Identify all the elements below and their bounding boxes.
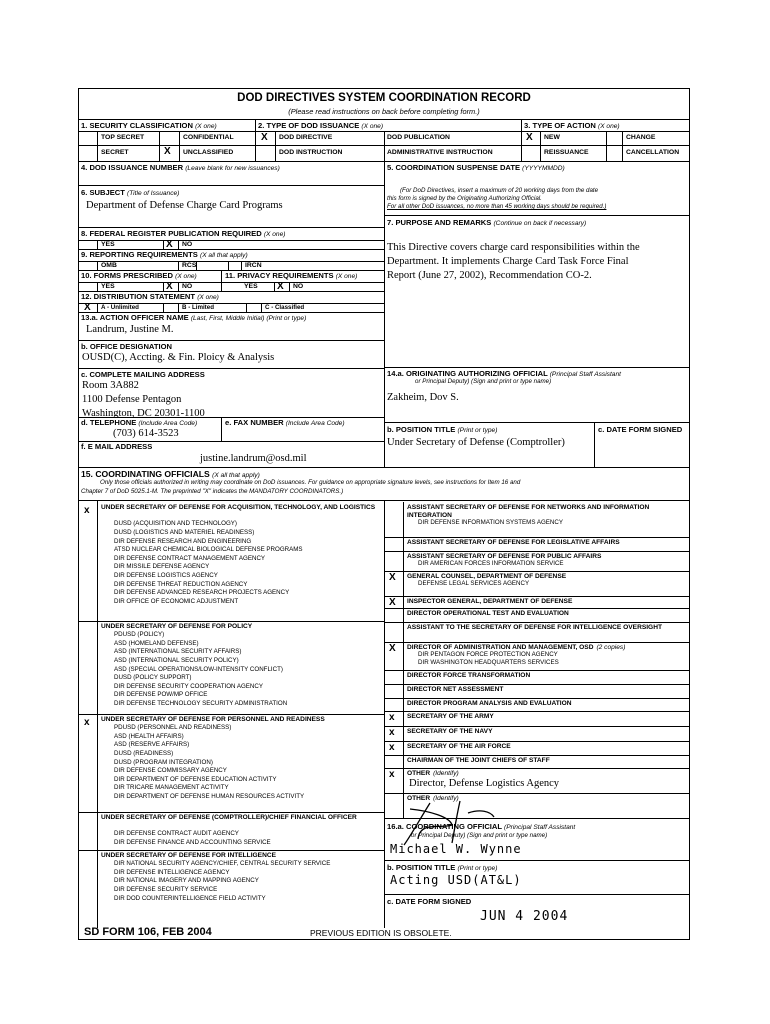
right-item-15-mark[interactable]: x xyxy=(389,769,395,780)
right-item-head-text: DIRECTOR NET ASSESSMENT xyxy=(407,686,504,693)
s16a-hint: or Principal Deputy) (Sign and print or type name) xyxy=(411,832,548,839)
left-group-0-mark[interactable]: x xyxy=(84,505,90,516)
left-group-2-item: ASD (RESERVE AFFAIRS) xyxy=(114,741,190,749)
right-item-7-sub: DIR PENTAGON FORCE PROTECTION AGENCY xyxy=(418,651,558,658)
obsolete-note: PREVIOUS EDITION IS OBSOLETE. xyxy=(310,928,452,938)
left-group-3-head: UNDER SECRETARY OF DEFENSE (COMPTROLLER)/CHIEF FINANCIAL OFFICER xyxy=(101,814,357,821)
address-line1[interactable]: Room 3A882 xyxy=(82,380,139,391)
right-item-head-text: ASSISTANT SECRETARY OF DEFENSE FOR LEGISLATIVE AFFAIRS xyxy=(407,539,620,546)
coordinating-position-title[interactable]: Acting USD(AT&L) xyxy=(390,873,522,887)
left-group-1-item: DIR DEFENSE TECHNOLOGY SECURITY ADMINISTRATION xyxy=(114,700,288,707)
right-item-8-head xyxy=(407,672,687,680)
telephone-value[interactable]: (703) 614-3523 xyxy=(113,428,179,439)
s13c-label: c. COMPLETE MAILING ADDRESS xyxy=(81,370,205,379)
left-group-1-head: UNDER SECRETARY OF DEFENSE FOR POLICY xyxy=(101,623,253,630)
s11-no[interactable]: NO xyxy=(293,283,304,290)
opt-cancellation[interactable]: CANCELLATION xyxy=(626,149,680,156)
s5-label: 5. COORDINATION SUSPENSE DATE (YYYYMMDD) xyxy=(387,163,565,172)
right-item-1-head xyxy=(407,539,687,547)
originating-position-title[interactable]: Under Secretary of Defense (Comptroller) xyxy=(387,437,565,448)
s10-no-mark[interactable]: X xyxy=(166,281,173,292)
left-group-4-item: DIR NATIONAL SECURITY AGENCY/CHIEF, CENTRAL SECURITY SERVICE xyxy=(114,860,331,868)
left-group-3-item: DIR DEFENSE CONTRACT AUDIT AGENCY xyxy=(114,830,239,838)
action-officer-name[interactable]: Landrum, Justine M. xyxy=(86,324,174,335)
left-group-4-head: UNDER SECRETARY OF DEFENSE FOR INTELLIGENCE xyxy=(101,852,276,859)
right-item-12-head xyxy=(407,728,687,736)
s7-label: 7. PURPOSE AND REMARKS (Continue on back if necessary) xyxy=(387,218,587,227)
left-group-4-item: DIR DOD COUNTERINTELLIGENCE FIELD ACTIVITY xyxy=(114,894,266,902)
left-group-0-item: DIR DEFENSE ADVANCED RESEARCH PROJECTS AGENCY xyxy=(114,589,290,597)
right-item-head-text: ASSISTANT TO THE SECRETARY OF DEFENSE FOR INTELLIGENCE OVERSIGHT xyxy=(407,624,662,631)
opt-dod-instruction[interactable]: DOD INSTRUCTION xyxy=(279,149,343,156)
s13f-label: f. E MAIL ADDRESS xyxy=(81,442,153,451)
office-designation[interactable]: OUSD(C), Accting. & Fin. Ploicy & Analysis xyxy=(82,352,275,363)
right-item-10-head xyxy=(407,700,687,708)
subject-value[interactable]: Department of Defense Charge Card Programs xyxy=(86,200,283,211)
left-group-2-mark[interactable]: x xyxy=(84,717,90,728)
left-group-2-item: DIR TRICARE MANAGEMENT ACTIVITY xyxy=(114,784,229,792)
right-item-5-head xyxy=(407,610,687,618)
left-group-0-item: DIR DEFENSE LOGISTICS AGENCY xyxy=(114,572,218,579)
s13d-label: d. TELEPHONE (Include Area Code) xyxy=(81,418,198,427)
left-group-2-head: UNDER SECRETARY OF DEFENSE FOR PERSONNEL AND READINESS xyxy=(101,716,325,723)
purpose-line3[interactable]: Report (June 27, 2002), Recommendation CO-2. xyxy=(387,270,592,281)
left-group-1-item: PDUSD (POLICY) xyxy=(114,631,165,639)
left-group-2-item: DIR DEPARTMENT OF DEFENSE EDUCATION ACTIVITY xyxy=(114,775,277,783)
right-item-head-text: GENERAL COUNSEL, DEPARTMENT OF DEFENSE xyxy=(407,573,567,580)
s9-rcs[interactable]: RCS xyxy=(182,262,197,269)
left-group-1-item: ASD (INTERNATIONAL SECURITY POLICY) xyxy=(114,657,239,664)
purpose-line1[interactable]: This Directive covers charge card responsibilities within the xyxy=(387,242,640,253)
s14a-label: 14.a. ORIGINATING AUTHORIZING OFFICIAL (Principal Staff Assistant xyxy=(387,369,621,378)
purpose-line2[interactable]: Department. It implements Charge Card Task Force Final xyxy=(387,256,629,267)
left-group-0-head: UNDER SECRETARY OF DEFENSE FOR ACQUISITION, TECHNOLOGY, AND LOGISTICS xyxy=(101,504,376,511)
right-item-2-sub: DIR AMERICAN FORCES INFORMATION SERVICE xyxy=(418,560,564,567)
s9-label: 9. REPORTING REQUIREMENTS (X all that apply) xyxy=(81,250,248,259)
opt-confidential[interactable]: CONFIDENTIAL xyxy=(183,134,234,141)
form-number: SD FORM 106, FEB 2004 xyxy=(84,926,212,938)
left-group-1-item: ASD (HOMELAND DEFENSE) xyxy=(114,639,199,647)
right-item-head-text: DIRECTOR PROGRAM ANALYSIS AND EVALUATION xyxy=(407,700,572,707)
s15-note1: Only those officials authorized in writing may coordinate on DoD issuances. For guidance on appropriate signature levels, see instructions for Item 16 and xyxy=(100,479,521,486)
s14b-label: b. POSITION TITLE (Print or type) xyxy=(387,425,498,434)
right-item-15-head xyxy=(407,770,687,778)
opt-dod-publication[interactable]: DOD PUBLICATION xyxy=(387,134,450,141)
left-group-4-item: DIR NATIONAL IMAGERY AND MAPPING AGENCY xyxy=(114,877,259,885)
s8-yes[interactable]: YES xyxy=(101,241,115,248)
s6-label: 6. SUBJECT (Title of Issuance) xyxy=(81,188,180,197)
left-group-2-item: DIR DEPARTMENT OF DEFENSE HUMAN RESOURCES ACTIVITY xyxy=(114,793,305,800)
right-item-6-head xyxy=(407,624,687,632)
right-item-0-sub: DIR DEFENSE INFORMATION SYSTEMS AGENCY xyxy=(418,519,563,526)
right-item-4-head xyxy=(407,598,687,606)
originating-official-name[interactable]: Zakheim, Dov S. xyxy=(387,392,459,403)
left-group-2-item: DIR DEFENSE COMMISSARY AGENCY xyxy=(114,767,227,775)
form-title: DOD DIRECTIVES SYSTEM COORDINATION RECORD xyxy=(237,92,531,104)
left-group-3-item: DIR DEFENSE FINANCE AND ACCOUNTING SERVICE xyxy=(114,839,271,846)
right-item-head-text: SECRETARY OF THE NAVY xyxy=(407,728,493,735)
right-item-hint: (2 copies) xyxy=(596,644,626,651)
left-group-0-item: DIR MISSILE DEFENSE AGENCY xyxy=(114,563,210,571)
s16a-label: 16.a. COORDINATING OFFICIAL (Principal Staff Assistant xyxy=(387,822,576,831)
s13b-label: b. OFFICE DESIGNATION xyxy=(81,342,172,351)
right-item-head-text: ASSISTANT SECRETARY OF DEFENSE FOR PUBLIC AFFAIRS xyxy=(407,553,602,560)
opt-dod-directive[interactable]: DOD DIRECTIVE xyxy=(279,134,333,141)
right-item-head-text: OTHER xyxy=(407,795,431,802)
s8-no-mark[interactable]: X xyxy=(166,239,173,250)
email-value[interactable]: justine.landrum@osd.mil xyxy=(200,453,307,464)
s13a-label: 13.a. ACTION OFFICER NAME (Last, First, Middle Initial) (Print or type) xyxy=(81,313,307,322)
right-item-head-text: DIRECTOR OF ADMINISTRATION AND MANAGEMENT, OSD xyxy=(407,644,594,651)
right-item-head-text: CHAIRMAN OF THE JOINT CHIEFS OF STAFF xyxy=(407,757,550,764)
left-group-1-item: DIR DEFENSE POW/MP OFFICE xyxy=(114,691,208,699)
left-group-2-item: ASD (HEALTH AFFAIRS) xyxy=(114,732,184,740)
s12-label: 12. DISTRIBUTION STATEMENT (X one) xyxy=(81,292,219,301)
right-item-head-text: SECRETARY OF THE AIR FORCE xyxy=(407,743,511,750)
s14c-label: c. DATE FORM SIGNED xyxy=(598,425,683,434)
address-line3[interactable]: Washington, DC 20301-1100 xyxy=(82,409,205,418)
left-group-2-item: DUSD (PROGRAM INTEGRATION) xyxy=(114,758,213,766)
right-item-head-text: DIRECTOR FORCE TRANSFORMATION xyxy=(407,672,531,679)
s8-no[interactable]: NO xyxy=(182,241,193,248)
s16c-label: c. DATE FORM SIGNED xyxy=(387,897,472,906)
s16b-label: b. POSITION TITLE (Print or type) xyxy=(387,863,498,872)
s2-label: 2. TYPE OF DOD ISSUANCE (X one) xyxy=(258,121,384,130)
right-item-12-mark[interactable]: x xyxy=(389,727,395,738)
s5-note1: (For DoD Directives, insert a maximum of 20 working days from the date xyxy=(400,187,599,194)
right-item-3-sub: DEFENSE LEGAL SERVICES AGENCY xyxy=(418,580,530,587)
coordination-record-form xyxy=(78,88,690,940)
left-group-1-item: DIR DEFENSE SECURITY COOPERATION AGENCY xyxy=(114,682,263,690)
s12-a-mark[interactable]: X xyxy=(84,302,91,313)
other-identify-value[interactable]: Director, Defense Logistics Agency xyxy=(409,778,560,789)
right-item-3-mark[interactable]: X xyxy=(389,572,396,583)
coordinating-official-name[interactable]: Michael W. Wynne xyxy=(390,842,522,856)
s10-no[interactable]: NO xyxy=(182,283,193,290)
s11-yes[interactable]: YES xyxy=(244,283,258,290)
date-signed[interactable]: JUN 4 2004 xyxy=(480,909,569,924)
right-item-13-head xyxy=(407,743,687,751)
right-item-hint: (Identify) xyxy=(433,770,459,777)
s4-label: 4. DOD ISSUANCE NUMBER (Leave blank for new issuances) xyxy=(81,163,280,172)
right-item-head-text: INSPECTOR GENERAL, DEPARTMENT OF DEFENSE xyxy=(407,598,573,605)
s13e-label: e. FAX NUMBER (Include Area Code) xyxy=(225,418,345,427)
opt-reissuance[interactable]: REISSUANCE xyxy=(544,149,589,156)
s10-yes[interactable]: YES xyxy=(101,283,115,290)
right-item-14-head xyxy=(407,757,687,765)
s12-a[interactable]: A - Unlimited xyxy=(101,304,139,311)
left-group-2-item: PDUSD (PERSONNEL AND READINESS) xyxy=(114,724,232,732)
s5-note3: For all other DoD issuances, no more than 45 working days should be required.) xyxy=(387,203,607,210)
left-group-2-item: DUSD (READINESS) xyxy=(114,750,174,757)
right-item-4-mark[interactable]: X xyxy=(389,597,396,608)
left-group-4-item: DIR DEFENSE INTELLIGENCE AGENCY xyxy=(114,868,230,876)
opt-change[interactable]: CHANGE xyxy=(626,134,656,141)
s9-ircn[interactable]: IRCN xyxy=(245,262,262,269)
s5-note2: this form is signed by the Originating Authorizing Official. xyxy=(387,195,542,202)
right-item-head-text: DIRECTOR OPERATIONAL TEST AND EVALUATION xyxy=(407,610,569,617)
right-item-7-sub2: DIR WASHINGTON HEADQUARTERS SERVICES xyxy=(418,659,559,666)
right-item-head-text: OTHER xyxy=(407,770,431,777)
right-item-13-mark[interactable]: x xyxy=(389,742,395,753)
form-instructions: (Please read instructions on back before completing form.) xyxy=(288,107,480,116)
unclassified-mark[interactable]: X xyxy=(164,146,171,157)
s15-note2: Chapter 7 of DoD 5025.1-M. The preprinted "X" indicates the MANDATORY COORDINATORS.) xyxy=(81,488,344,495)
left-group-1-item: ASD (SPECIAL OPERATIONS/LOW-INTENSITY CONFLICT) xyxy=(114,665,283,673)
right-item-11-head xyxy=(407,713,687,721)
right-item-0-head xyxy=(407,504,687,520)
s10-label: 10. FORMS PRESCRIBED (X one) xyxy=(81,271,197,280)
left-group-0-item: DIR OFFICE OF ECONOMIC ADJUSTMENT xyxy=(114,597,239,605)
right-item-11-mark[interactable]: x xyxy=(389,712,395,723)
right-item-head-text: ASSISTANT SECRETARY OF DEFENSE FOR NETWORKS AND INFORMATION INTEGRATION xyxy=(407,504,650,519)
s9-omb[interactable]: OMB xyxy=(101,262,117,269)
opt-secret[interactable]: SECRET xyxy=(101,149,129,156)
dod-directive-mark[interactable]: X xyxy=(261,132,268,143)
opt-new[interactable]: NEW xyxy=(544,134,560,141)
address-line2[interactable]: 1100 Defense Pentagon xyxy=(82,394,182,405)
left-group-0-item: DIR DEFENSE RESEARCH AND ENGINEERING xyxy=(114,537,252,545)
s3-label: 3. TYPE OF ACTION (X one) xyxy=(524,121,620,130)
s12-b[interactable]: B - Limited xyxy=(182,304,214,311)
right-item-head-text: SECRETARY OF THE ARMY xyxy=(407,713,494,720)
left-group-0-item: DIR DEFENSE CONTRACT MANAGEMENT AGENCY xyxy=(114,554,266,562)
s15-label: 15. COORDINATING OFFICIALS (X all that apply) xyxy=(81,469,260,479)
left-group-4-item: DIR DEFENSE SECURITY SERVICE xyxy=(114,886,218,893)
left-group-1-item: DUSD (POLICY SUPPORT) xyxy=(114,674,192,682)
left-group-0-item: DUSD (ACQUISITION AND TECHNOLOGY) xyxy=(114,520,237,528)
s11-no-mark[interactable]: X xyxy=(277,281,284,292)
s12-c[interactable]: C - Classified xyxy=(265,304,305,311)
s14a-hint: or Principal Deputy) (Sign and print or type name) xyxy=(415,378,552,385)
opt-admin-instruction[interactable]: ADMINISTRATIVE INSTRUCTION xyxy=(387,149,493,156)
left-group-0-item: DUSD (LOGISTICS AND MATERIEL READINESS) xyxy=(114,529,255,536)
s11-label: 11. PRIVACY REQUIREMENTS (X one) xyxy=(225,271,358,280)
left-group-0-item: DIR DEFENSE THREAT REDUCTION AGENCY xyxy=(114,580,248,588)
opt-unclassified[interactable]: UNCLASSIFIED xyxy=(183,149,234,156)
s1-label: 1. SECURITY CLASSIFICATION (X one) xyxy=(81,121,217,130)
s8-label: 8. FEDERAL REGISTER PUBLICATION REQUIRED (X one) xyxy=(81,229,286,238)
right-item-7-mark[interactable]: X xyxy=(389,643,396,654)
left-group-1-item: ASD (INTERNATIONAL SECURITY AFFAIRS) xyxy=(114,648,242,656)
right-item-9-head xyxy=(407,686,687,694)
left-group-0-item: ATSD NUCLEAR CHEMICAL BIOLOGICAL DEFENSE PROGRAMS xyxy=(114,546,303,554)
opt-top-secret[interactable]: TOP SECRET xyxy=(101,134,145,141)
right-item-hint: (Identify) xyxy=(433,795,459,802)
new-mark[interactable]: X xyxy=(526,132,533,143)
